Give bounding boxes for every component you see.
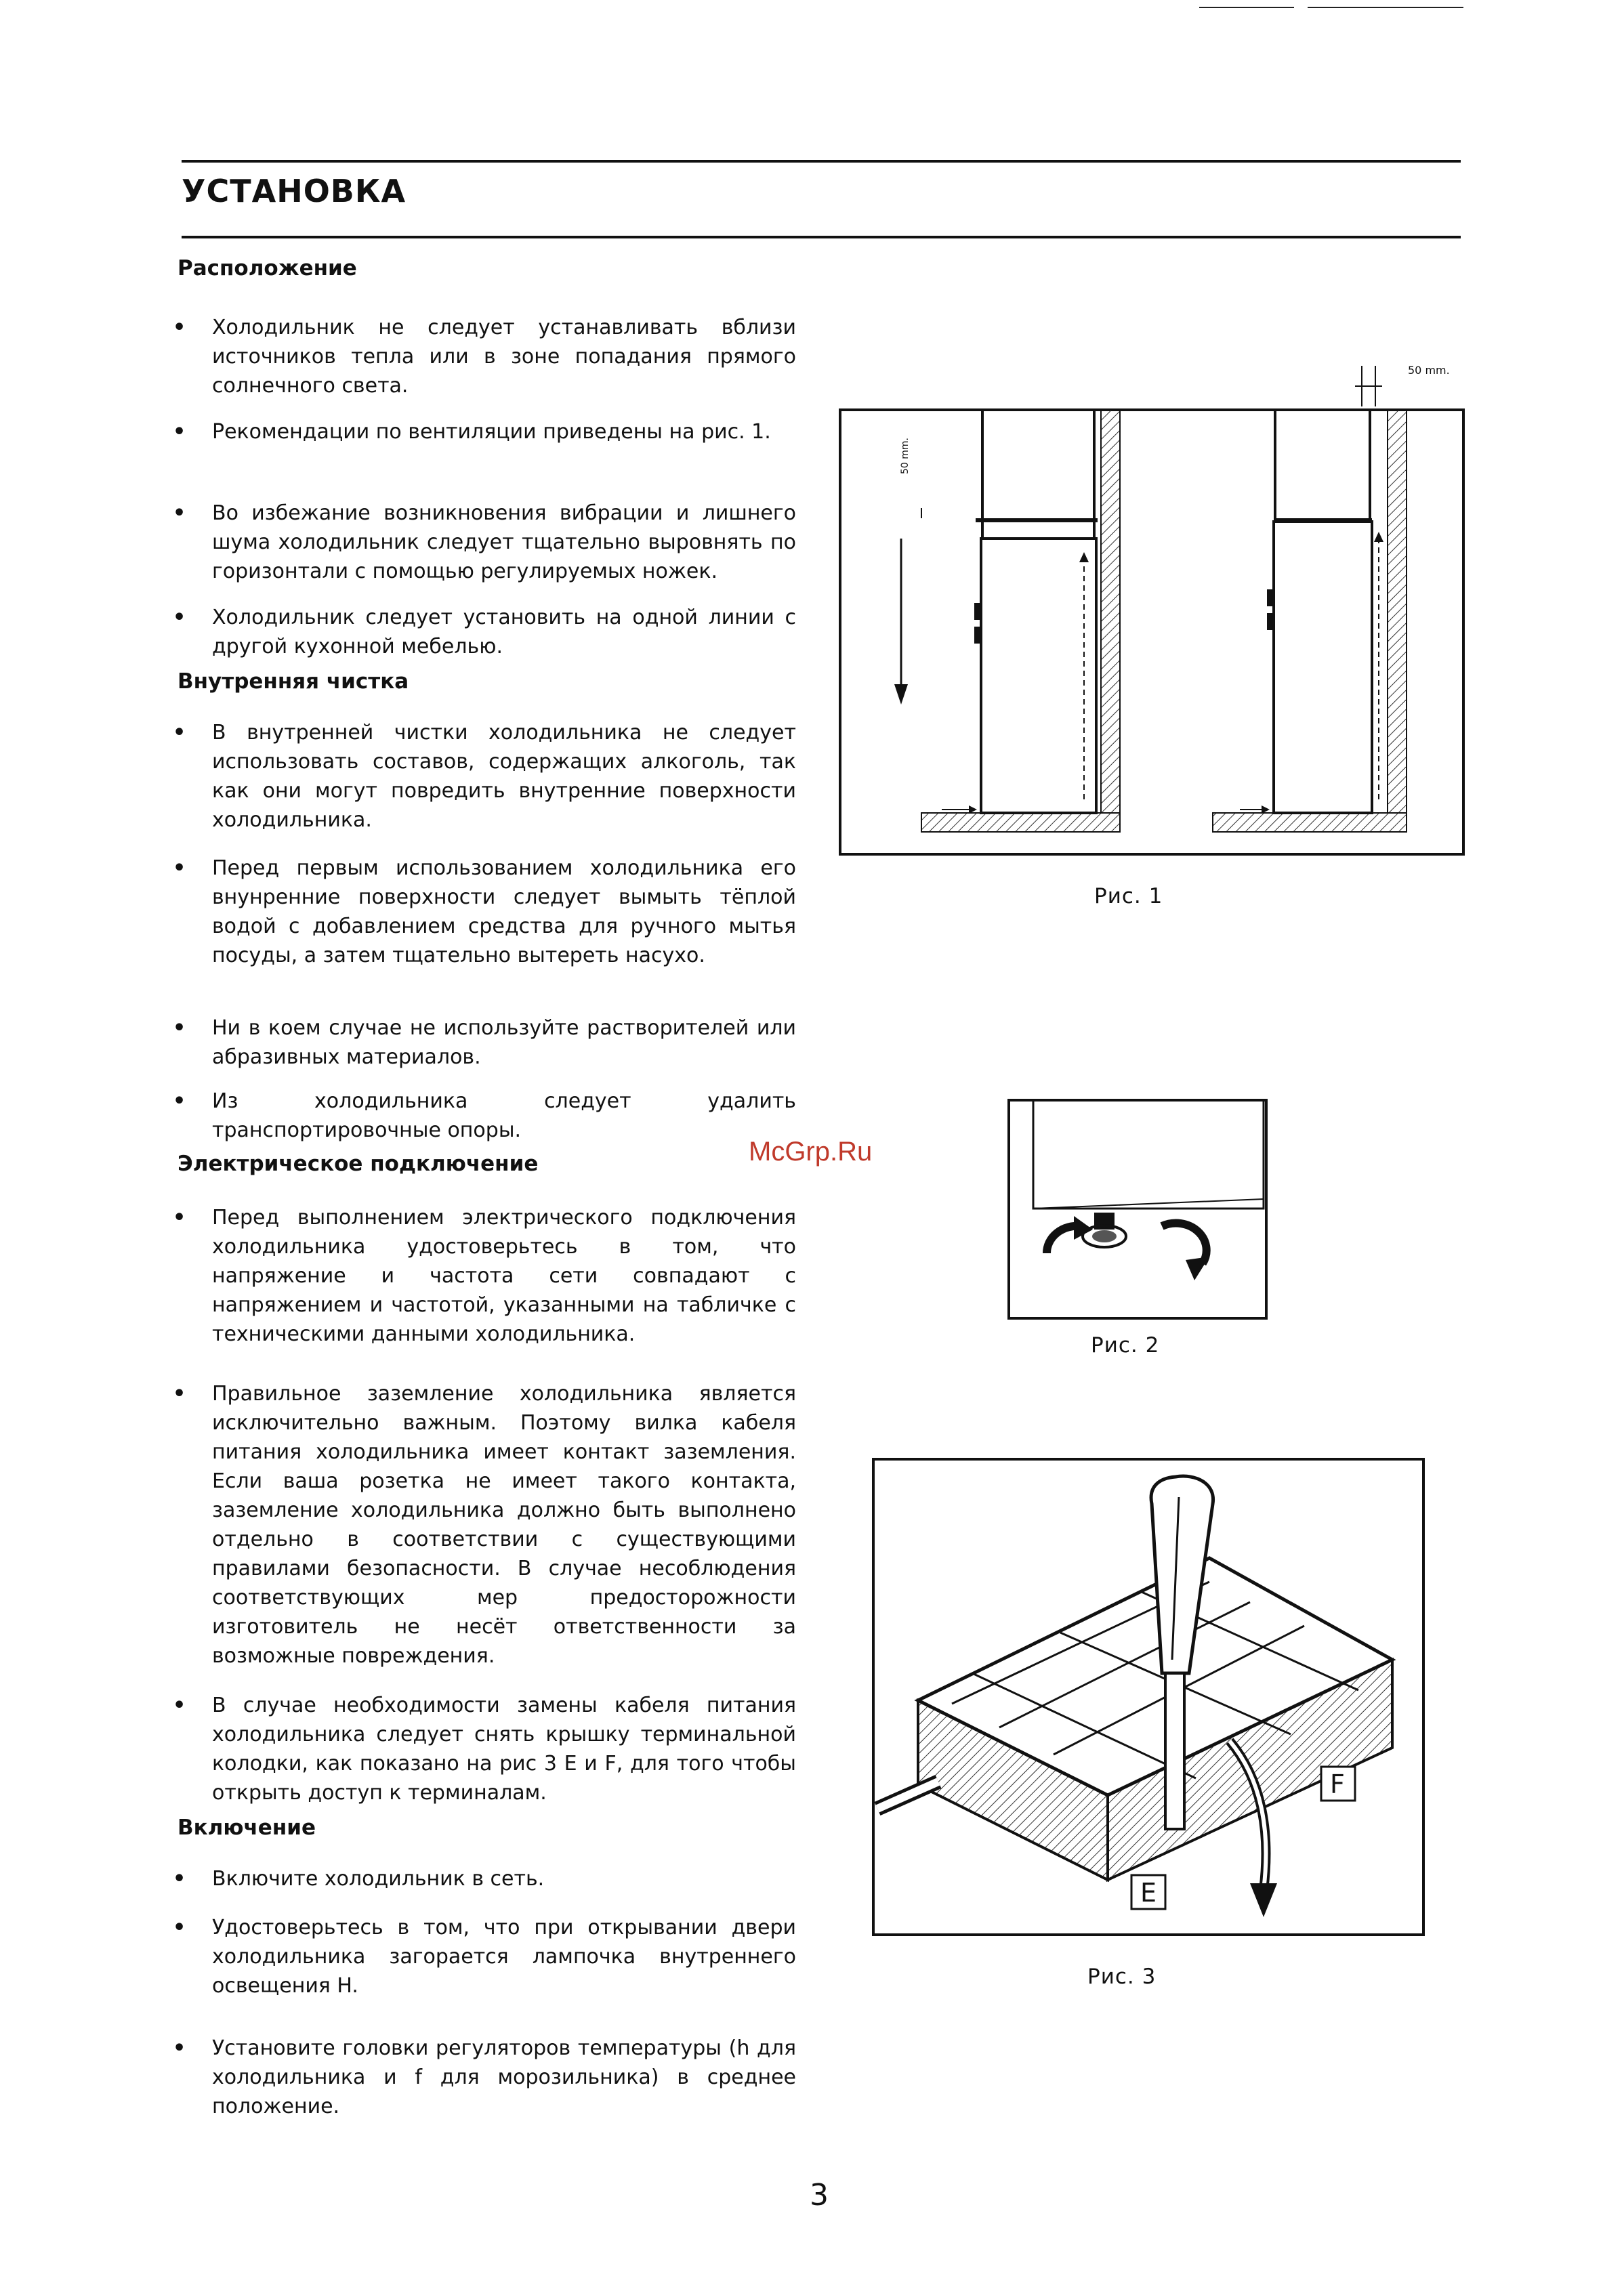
figure-label: 50 mm. [900,438,911,474]
list-item: • Во избежание возникновения вибрации и лишнего шума холодильник следует тщательно выровнять по горизонтали с помощью регулируемых ножек. [173,501,796,583]
top-dash [1199,7,1294,8]
list-item: • Холодильник не следует устанавливать вблизи источников тепла или в зоне попадания прямого солнечного света. [173,316,796,398]
section-heading-electrical: Электрическое подключение [178,1152,539,1176]
figure-label-e: E [1140,1878,1157,1908]
figure-label-f: F [1330,1769,1345,1799]
page-number: 3 [810,2178,829,2212]
section-heading-switch-on: Включение [178,1816,316,1840]
figure-caption: Рис. 2 [1091,1333,1160,1358]
section-heading-placement: Расположение [178,256,357,280]
list-item: • Ни в коем случае не используйте растворителей или абразивных материалов. [173,1016,796,1069]
watermark: McGrp.Ru [749,1137,873,1167]
figure-caption: Рис. 3 [1087,1965,1157,1989]
figure-leveling-feet [1006,1097,1270,1321]
list-item: • Установите головки регуляторов температуры (h для холодильника и f для морозильника) в среднее положение. [173,2036,796,2118]
list-item: • В внутренней чистки холодильника не следует использовать составов, содержащих алкоголь, так как они могут повредить внутренние поверхности холодильника. [173,721,796,832]
section-heading-cleaning: Внутренняя чистка [178,669,409,694]
page-title: УСТАНОВКА [182,173,407,209]
list-item: • Перед первым использованием холодильника его внунренние поверхности следует вымыть тёплой водой с добавлением средства для ручного мытья посуды, а затем тщательно вытереть насухо. [173,856,796,967]
list-item: • В случае необходимости замены кабеля питания холодильника следует снять крышку терминальной колодки, как показано на рис 3 E и F, для того чтобы открыть доступ к терминалам. [173,1694,796,1805]
list-item: • Перед выполнением электрического подключения холодильника удостоверьтесь в том, что напряжение и частота сети совпадают с напряжением и частотой, указанными на табличке с техническими данными холодильника. [173,1206,796,1346]
list-item: • Правильное заземление холодильника является исключительно важным. Поэтому вилка кабеля питания холодильника имеет контакт заземления. Если ваша розетка не имеет такого контакта, заземление холодильника должно быть выполнено отдельно в соответствии с существующими правилами безопасности. В случае несоблюдения соответствующих мер предосторожности изготовитель не несёт ответственности за возможные повреждения. [173,1382,796,1668]
list-item: • Из холодильника следует удалить транспортировочные опоры. [173,1089,796,1142]
list-item: • Удостоверьтесь в том, что при открывании двери холодильника загорается лампочка внутреннего освещения H. [173,1916,796,1998]
figure-ventilation [833,352,1470,860]
figure-label: 50 mm. [1408,364,1450,377]
figure-terminal-cover [871,1456,1426,1937]
top-rule [182,160,1461,163]
top-dash [1308,7,1463,8]
list-item: • Рекомендации по вентиляции приведены на рис. 1. [173,420,771,444]
figure-caption: Рис. 1 [1094,884,1163,908]
list-item: • Холодильник следует установить на одной линии с другой кухонной мебелью. [173,606,796,658]
title-rule [182,236,1461,238]
list-item: • Включите холодильник в сеть. [173,1867,545,1891]
